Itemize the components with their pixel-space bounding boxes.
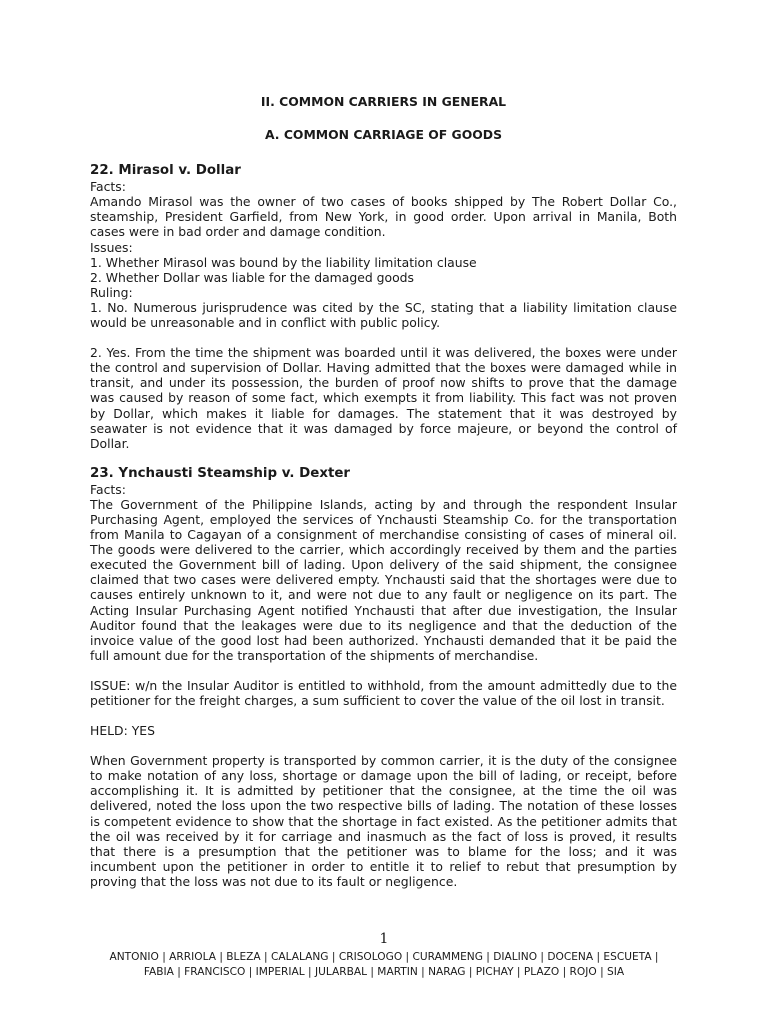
case-22-issues-label: Issues:	[90, 239, 133, 255]
page-number: 1	[379, 931, 389, 947]
case-22-title: 22. Mirasol v. Dollar	[90, 163, 241, 179]
document-page	[90, 0, 677, 889]
case-23-facts-label: Facts:	[90, 481, 126, 497]
case-23-facts: The Government of the Philippine Islands, acting by and through the respondent Insular Purchasing Agent, employed the services of Ynchausti Steamship Co. for the transportation from Manila to Cagayan of a consignment of merchandise consisting of cases of mineral oil. The goods were delivered to the carrier, which accordingly received by them and the parties executed the Government bill of lading. Upon delivery of the said shipment, the consignee claimed that two cases were delivered empty. Ynchausti said that the shortages were due to causes entirely unknown to it, and were not due to any fault or negligence on its part. The Acting Insular Purchasing Agent notified Ynchausti that after due investigation, the Insular Auditor found that the leakages were due to its negligence and that the deduction of the invoice value of the good lost had been authorized. Ynchausti demanded that it be paid the full amount due for the transportation of the shipments of merchandise.	[90, 496, 677, 663]
case-23-title: 23. Ynchausti Steamship v. Dexter	[90, 465, 351, 481]
case-22-facts-label: Facts:	[90, 179, 126, 195]
footer-names	[80, 950, 688, 979]
footer-names-line-2: FABIA | FRANCISCO | IMPERIAL | JULARBAL | MARTIN | NARAG | PICHAY | PLAZO | ROJO | SIA	[143, 965, 625, 978]
part-heading: II. COMMON CARRIERS IN GENERAL	[260, 94, 507, 109]
case-22-facts: Amando Mirasol was the owner of two cases of books shipped by The Robert Dollar Co., steamship, President Garfield, from New York, in good order. Upon arrival in Manila, Both cases were in bad order and damage condition.	[90, 194, 677, 240]
case-22-issue-2: 2. Whether Dollar was liable for the damaged goods	[90, 269, 414, 285]
footer-names-line-1: ANTONIO | ARRIOLA | BLEZA | CALALANG | CRISOLOGO | CURAMMENG | DIALINO | DOCENA | ESCUETA |	[109, 951, 659, 963]
case-22-ruling-label: Ruling:	[90, 284, 133, 300]
section-heading: A. COMMON CARRIAGE OF GOODS	[264, 127, 502, 143]
case-23-discussion: When Government property is transported by common carrier, it is the duty of the consignee to make notation of any loss, shortage or damage upon the bill of lading, or receipt, before accomplishing it. It is admitted by petitioner that the consignee, at the time the oil was delivered, noted the loss upon the two respective bills of lading. The notation of these losses is competent evidence to show that the shortage in fact existed. As the petitioner admits that the oil was received by it for carriage and inasmuch as the fact of loss is proved, it results that there is a presumption that the petitioner was to blame for the loss; and it was incumbent upon the petitioner in order to entitle it to relief to rebut that presumption by proving that the loss was not due to its fault or negligence.	[90, 753, 677, 889]
case-23-issue: ISSUE: w/n the Insular Auditor is entitled to withhold, from the amount admittedly due to the petitioner for the freight charges, a sum sufficient to cover the value of the oil lost in transit.	[90, 677, 677, 708]
case-23-held: HELD: YES	[90, 723, 155, 739]
case-22-issue-1: 1. Whether Mirasol was bound by the liability limitation clause	[90, 254, 477, 270]
case-22-ruling-1: 1. No. Numerous jurisprudence was cited by the SC, stating that a liability limitation clause would be unreasonable and in conflict with public policy.	[90, 299, 677, 331]
case-22-ruling-2: 2. Yes. From the time the shipment was boarded until it was delivered, the boxes were under the control and supervision of Dollar. Having admitted that the boxes were damaged while in transit, and under its possession, the burden of proof now shifts to prove that the damage was caused by reason of some fact, which exempts it from liability. This fact was not proven by Dollar, which makes it liable for damages. The statement that it was destroyed by seawater is not evidence that it was damaged by force majeure, or beyond the control of Dollar.	[90, 345, 677, 451]
